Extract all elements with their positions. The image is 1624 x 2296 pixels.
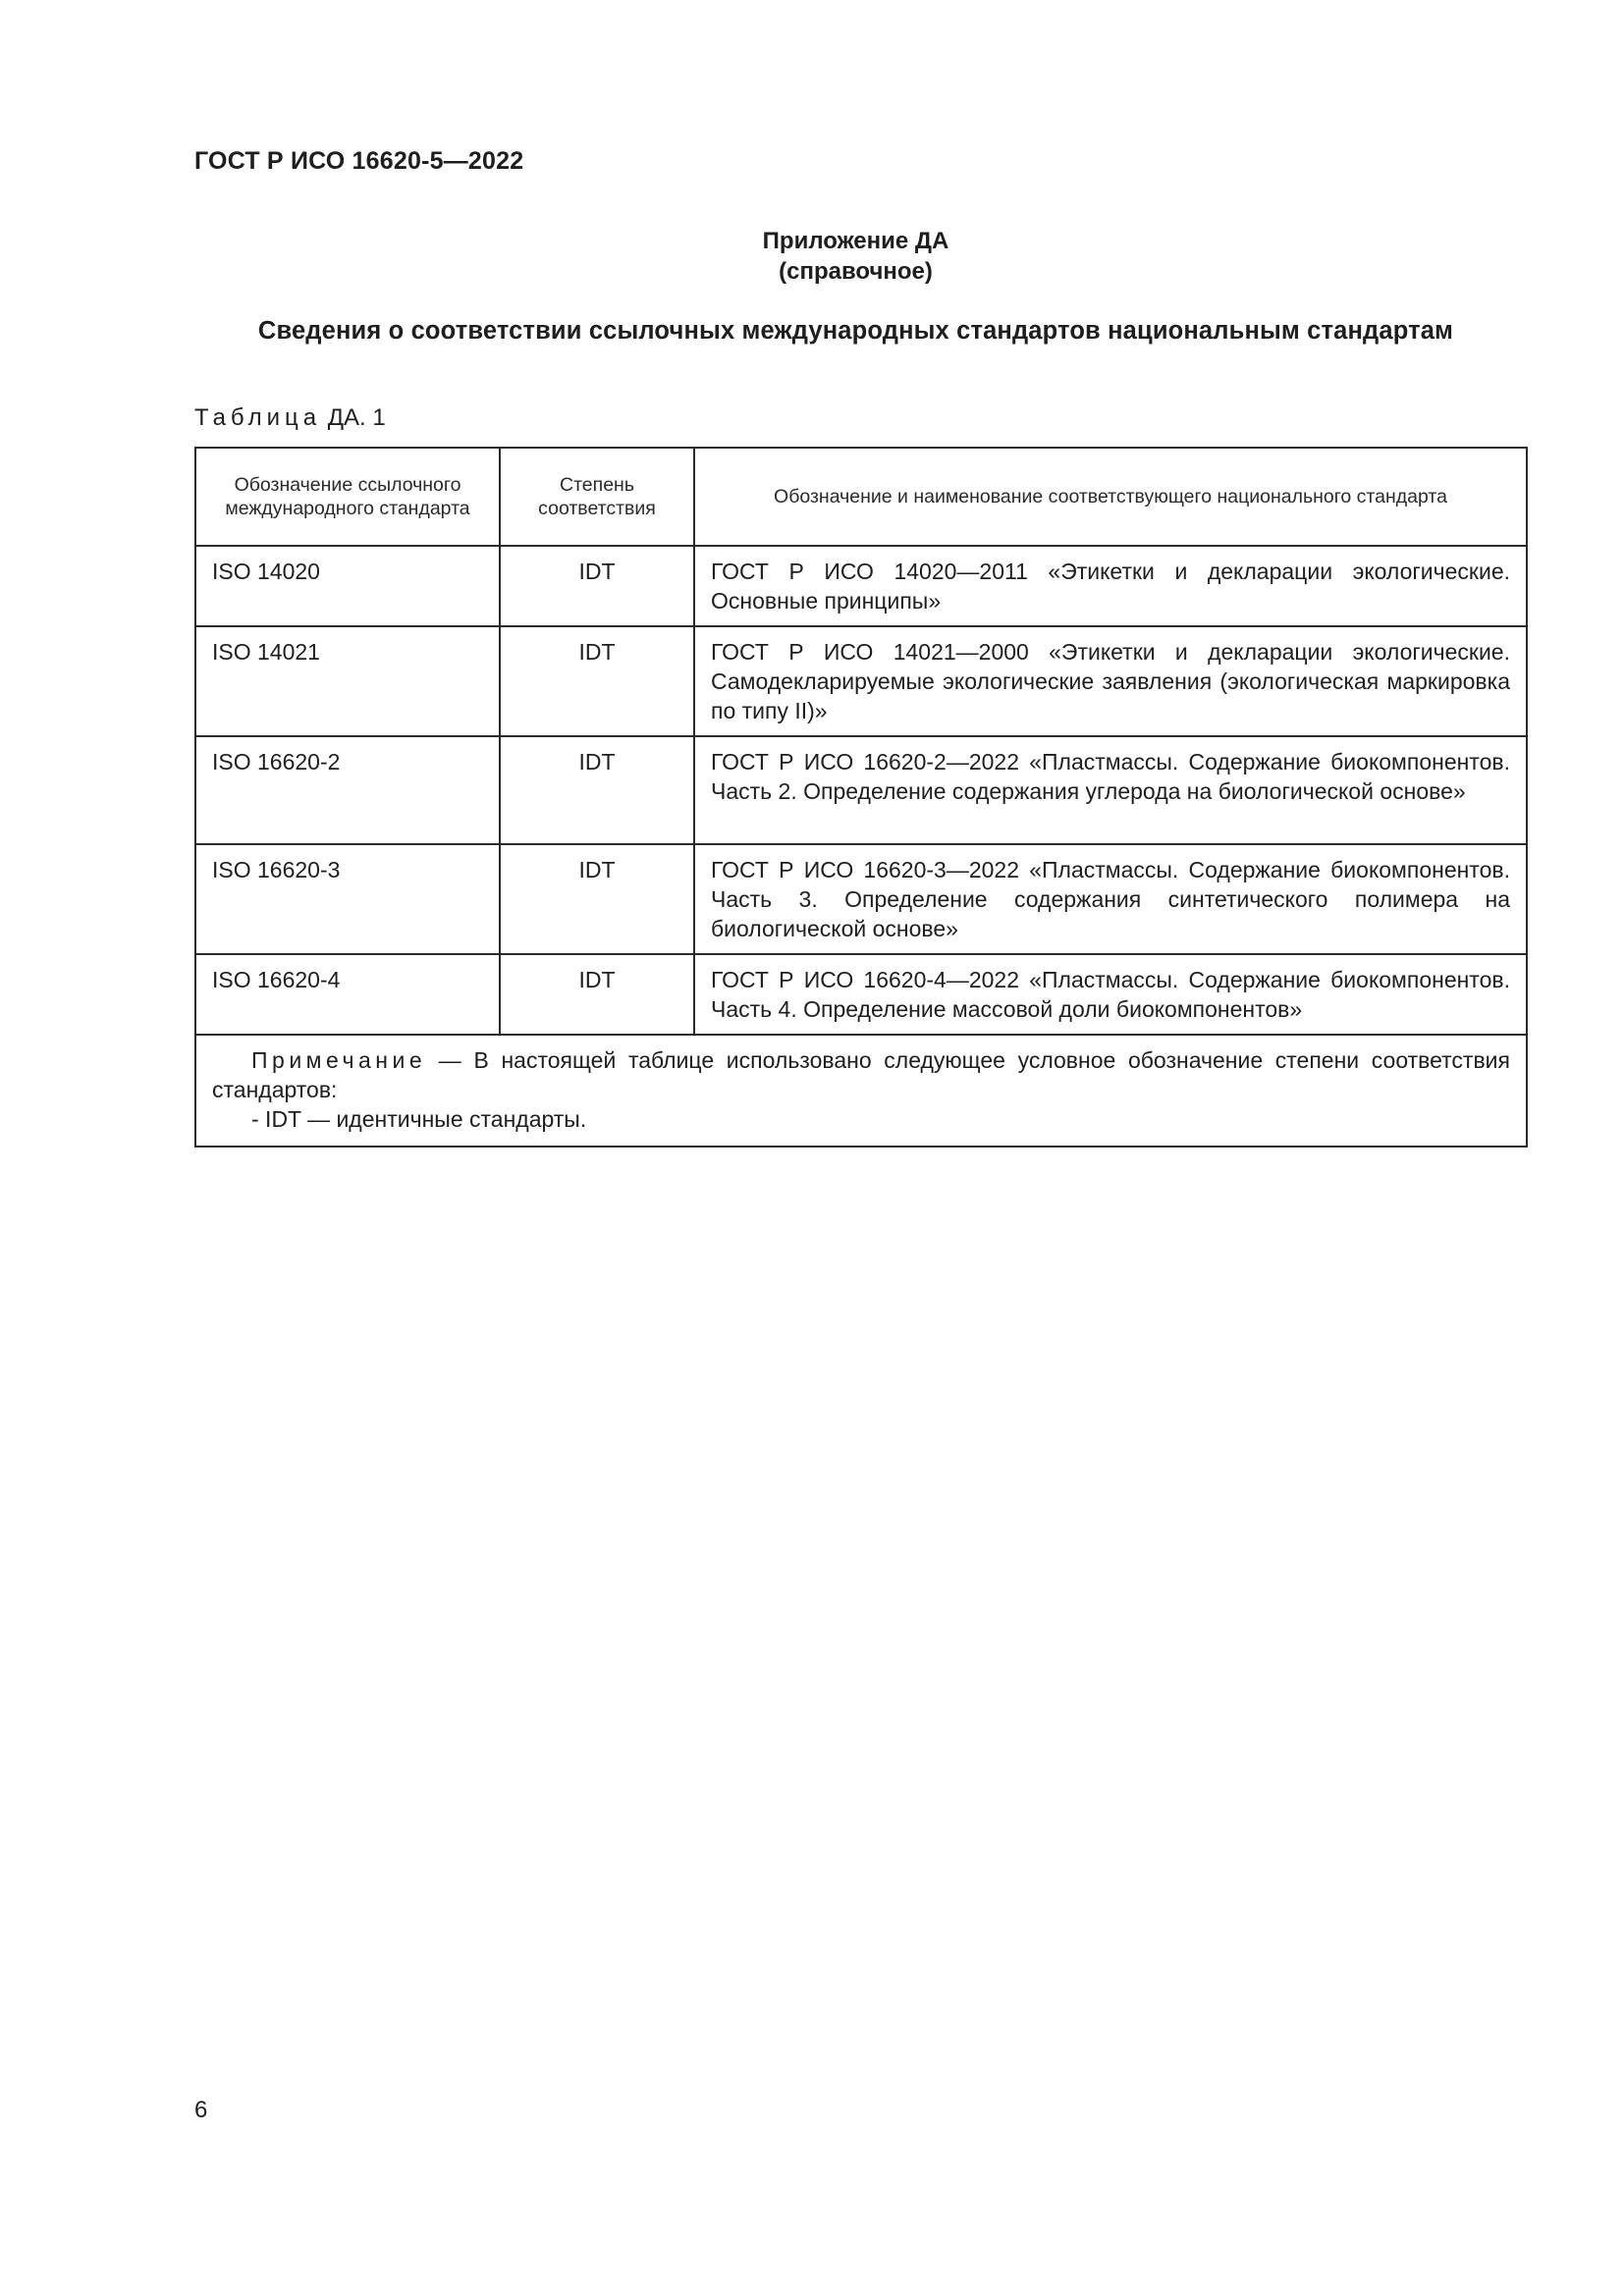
cell-national-text: ГОСТ Р ИСО 14020—2011 «Этикетки и декларации экологические. Основные принципы»: [711, 559, 1510, 614]
cell-intl: [195, 954, 500, 1035]
note-item: - IDT — идентичные стандарты.: [251, 1106, 587, 1132]
cell-national-text: ГОСТ Р ИСО 14021—2000 «Этикетки и декларации экологические. Самодекларируемые экологические заявления (экологическая маркировка по типу II)»: [711, 639, 1510, 723]
annex-title: Сведения о соответствии ссылочных международных стандартов национальным стандартам: [257, 317, 1454, 345]
cell-degree-text: IDT: [578, 857, 616, 882]
header-intl-standard: [195, 448, 500, 546]
cell-national: [694, 546, 1527, 626]
table-note: [196, 1036, 1526, 1146]
header-degree: [500, 448, 694, 546]
cell-national-text: ГОСТ Р ИСО 16620-4—2022 «Пластмассы. Содержание биокомпонентов. Часть 4. Определение массовой доли биокомпонентов»: [711, 967, 1510, 1022]
cell-degree-text: IDT: [578, 749, 616, 774]
cell-degree-text: IDT: [578, 967, 616, 992]
correspondence-table: [194, 447, 1528, 1148]
cell-intl-text: ISO 14021: [212, 639, 320, 665]
table-caption-number: ДА. 1: [327, 404, 386, 431]
cell-national: [694, 954, 1527, 1035]
header-national-standard-text: Обозначение и наименование соответствующего национального стандарта: [774, 486, 1447, 507]
cell-intl: [195, 844, 500, 954]
cell-degree: [500, 844, 694, 954]
table-row: [195, 736, 1527, 844]
note-paragraph: [212, 1045, 1510, 1104]
cell-degree: [500, 954, 694, 1035]
cell-degree: [500, 546, 694, 626]
header-national-standard: [694, 448, 1527, 546]
cell-intl: [195, 626, 500, 736]
table-caption-label: Таблица: [194, 404, 322, 431]
cell-national: [694, 844, 1527, 954]
cell-national: [694, 736, 1527, 844]
cell-intl-text: ISO 16620-4: [212, 967, 341, 992]
table-note-row: [195, 1035, 1527, 1147]
cell-intl-text: ISO 16620-2: [212, 749, 341, 774]
cell-degree-text: IDT: [578, 559, 616, 584]
note-label: Примечание: [251, 1047, 427, 1073]
table-row: [195, 546, 1527, 626]
annex-heading: [0, 226, 1624, 287]
page-number: 6: [194, 2097, 208, 2123]
cell-national: [694, 626, 1527, 736]
annex-label: Приложение ДА: [762, 228, 949, 254]
cell-degree-text: IDT: [578, 639, 616, 665]
note-text: — В настоящей таблице использовано следующее условное обозначение степени соответствия стандартов:: [212, 1047, 1510, 1102]
table-row: [195, 626, 1527, 736]
cell-intl-text: ISO 16620-3: [212, 857, 341, 882]
table-note-cell: [195, 1035, 1527, 1147]
cell-national-text: ГОСТ Р ИСО 16620-3—2022 «Пластмассы. Содержание биокомпонентов. Часть 3. Определение содержания синтетического полимера на биологической основе»: [711, 857, 1510, 941]
cell-degree: [500, 736, 694, 844]
cell-intl-text: ISO 14020: [212, 559, 320, 584]
table-row: [195, 844, 1527, 954]
cell-national-text: ГОСТ Р ИСО 16620-2—2022 «Пластмассы. Содержание биокомпонентов. Часть 2. Определение содержания углерода на биологической основе»: [711, 749, 1510, 804]
cell-degree: [500, 626, 694, 736]
table-header-row: [195, 448, 1527, 546]
cell-intl: [195, 546, 500, 626]
annex-status: (справочное): [779, 258, 933, 285]
table-caption: [194, 404, 386, 432]
document-code: ГОСТ Р ИСО 16620-5—2022: [194, 147, 524, 175]
table-row: [195, 954, 1527, 1035]
cell-intl: [195, 736, 500, 844]
header-degree-text: Степень соответствия: [538, 474, 656, 519]
header-intl-standard-text: Обозначение ссылочного международного стандарта: [225, 474, 470, 519]
